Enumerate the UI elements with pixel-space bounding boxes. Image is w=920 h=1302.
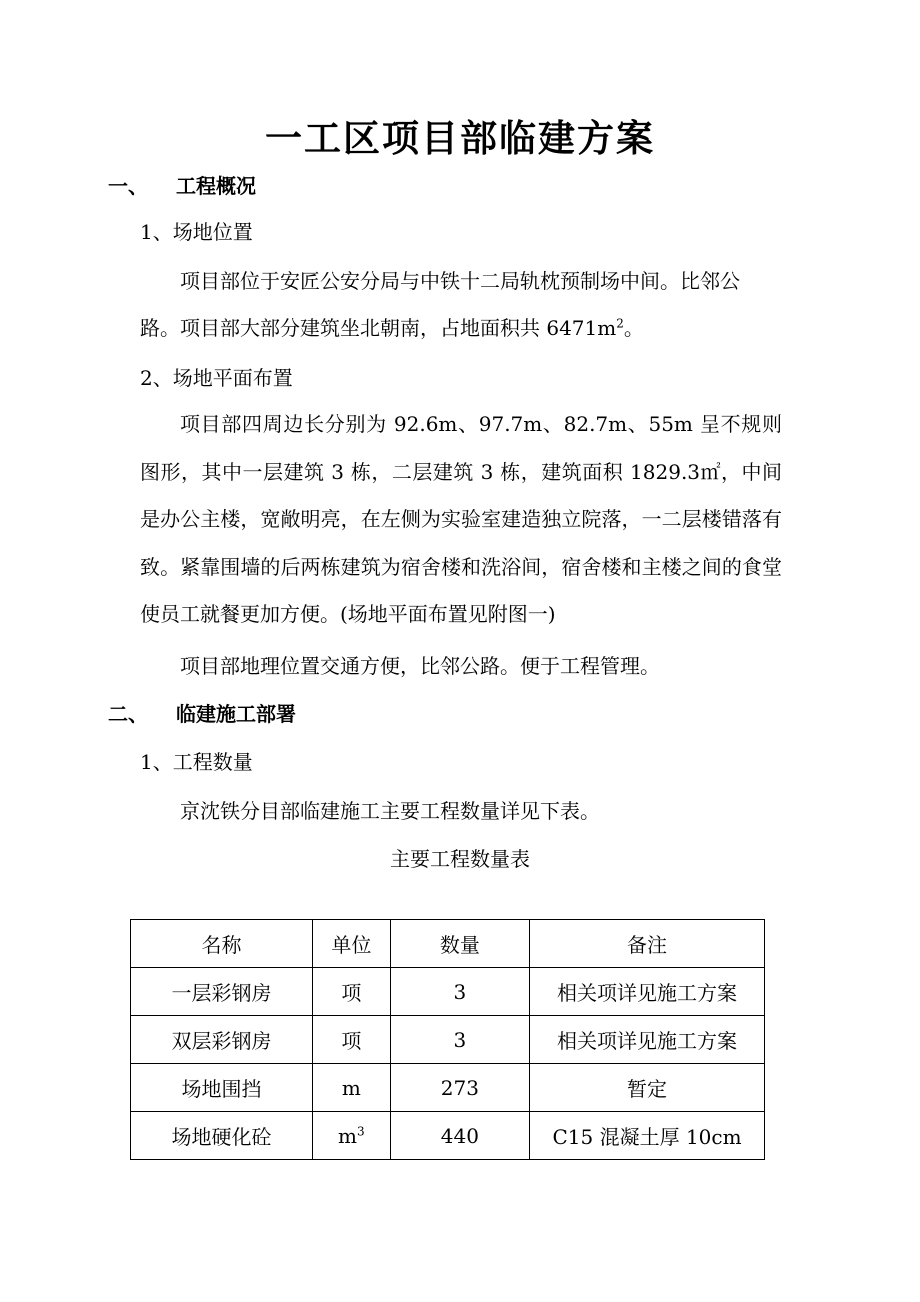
table-cell: 项 bbox=[313, 968, 391, 1016]
paragraph-line: 京沈铁分目部临建施工主要工程数量详见下表。 bbox=[180, 799, 600, 823]
paragraph: 项目部四周边长分别为 92.6m、97.7m、82.7m、55m 呈不规则图形，其中一层建筑 3 栋，二层建筑 3 栋，建筑面积 1829.3㎡，中间是办公主楼，宽敞明亮，在左侧为实验室建造独立院落，一二层楼错落有致。紧靠围墙的后两栋建筑为宿舍楼和洗浴间，宿舍楼和主楼之间的食堂使员工就餐更加方便。(场地平面布置见附图一) bbox=[140, 412, 782, 626]
table-header-cell: 名称 bbox=[131, 920, 313, 968]
table-row bbox=[131, 1016, 765, 1064]
table-cell: 暂定 bbox=[530, 1064, 765, 1112]
table-cell: 相关项详见施工方案 bbox=[530, 968, 765, 1016]
subsection-heading: 1、工程数量 bbox=[140, 750, 253, 774]
table-cell: m bbox=[313, 1064, 391, 1112]
table-cell: 3 bbox=[390, 1016, 529, 1064]
section-number: 一、 bbox=[108, 174, 148, 198]
table-cell: 双层彩钢房 bbox=[131, 1016, 313, 1064]
quantity-table bbox=[130, 919, 765, 1160]
table-cell bbox=[313, 1112, 391, 1160]
document-title: 一工区项目部临建方案 bbox=[265, 116, 655, 160]
table-cell: 项 bbox=[313, 1016, 391, 1064]
unit-text: m bbox=[338, 1123, 357, 1148]
table-cell: 场地围挡 bbox=[131, 1064, 313, 1112]
paragraph-text: 。 bbox=[623, 316, 644, 340]
table-cell: C15 混凝土厚 10cm bbox=[530, 1112, 765, 1160]
section-heading-2 bbox=[108, 698, 296, 730]
table-header-cell: 单位 bbox=[313, 920, 391, 968]
superscript: 2 bbox=[616, 316, 624, 331]
table-cell: 相关项详见施工方案 bbox=[530, 1016, 765, 1064]
table-cell: 440 bbox=[390, 1112, 529, 1160]
subsection-heading: 2、场地平面布置 bbox=[140, 366, 293, 390]
superscript: 3 bbox=[357, 1123, 365, 1138]
table-cell: 273 bbox=[390, 1064, 529, 1112]
subsection-heading: 1、场地位置 bbox=[140, 220, 253, 244]
paragraph-line bbox=[140, 312, 644, 344]
paragraph-line: 项目部位于安匠公安分局与中铁十二局轨枕预制场中间。比邻公 bbox=[180, 269, 740, 293]
table-header-row bbox=[131, 920, 765, 968]
table-cell: 3 bbox=[390, 968, 529, 1016]
paragraph-text: 路。项目部大部分建筑坐北朝南，占地面积共 6471m bbox=[140, 316, 617, 340]
paragraph-line: 项目部地理位置交通方便，比邻公路。便于工程管理。 bbox=[180, 654, 660, 678]
section-title: 工程概况 bbox=[176, 174, 256, 198]
table-row bbox=[131, 968, 765, 1016]
table-row bbox=[131, 1112, 765, 1160]
section-heading-1 bbox=[108, 170, 256, 202]
table-header-cell: 数量 bbox=[390, 920, 529, 968]
table-row bbox=[131, 1064, 765, 1112]
section-number: 二、 bbox=[108, 702, 148, 726]
table-caption: 主要工程数量表 bbox=[390, 847, 530, 871]
table-header-cell: 备注 bbox=[530, 920, 765, 968]
section-title: 临建施工部署 bbox=[176, 702, 296, 726]
table-cell: 一层彩钢房 bbox=[131, 968, 313, 1016]
table-cell: 场地硬化砼 bbox=[131, 1112, 313, 1160]
